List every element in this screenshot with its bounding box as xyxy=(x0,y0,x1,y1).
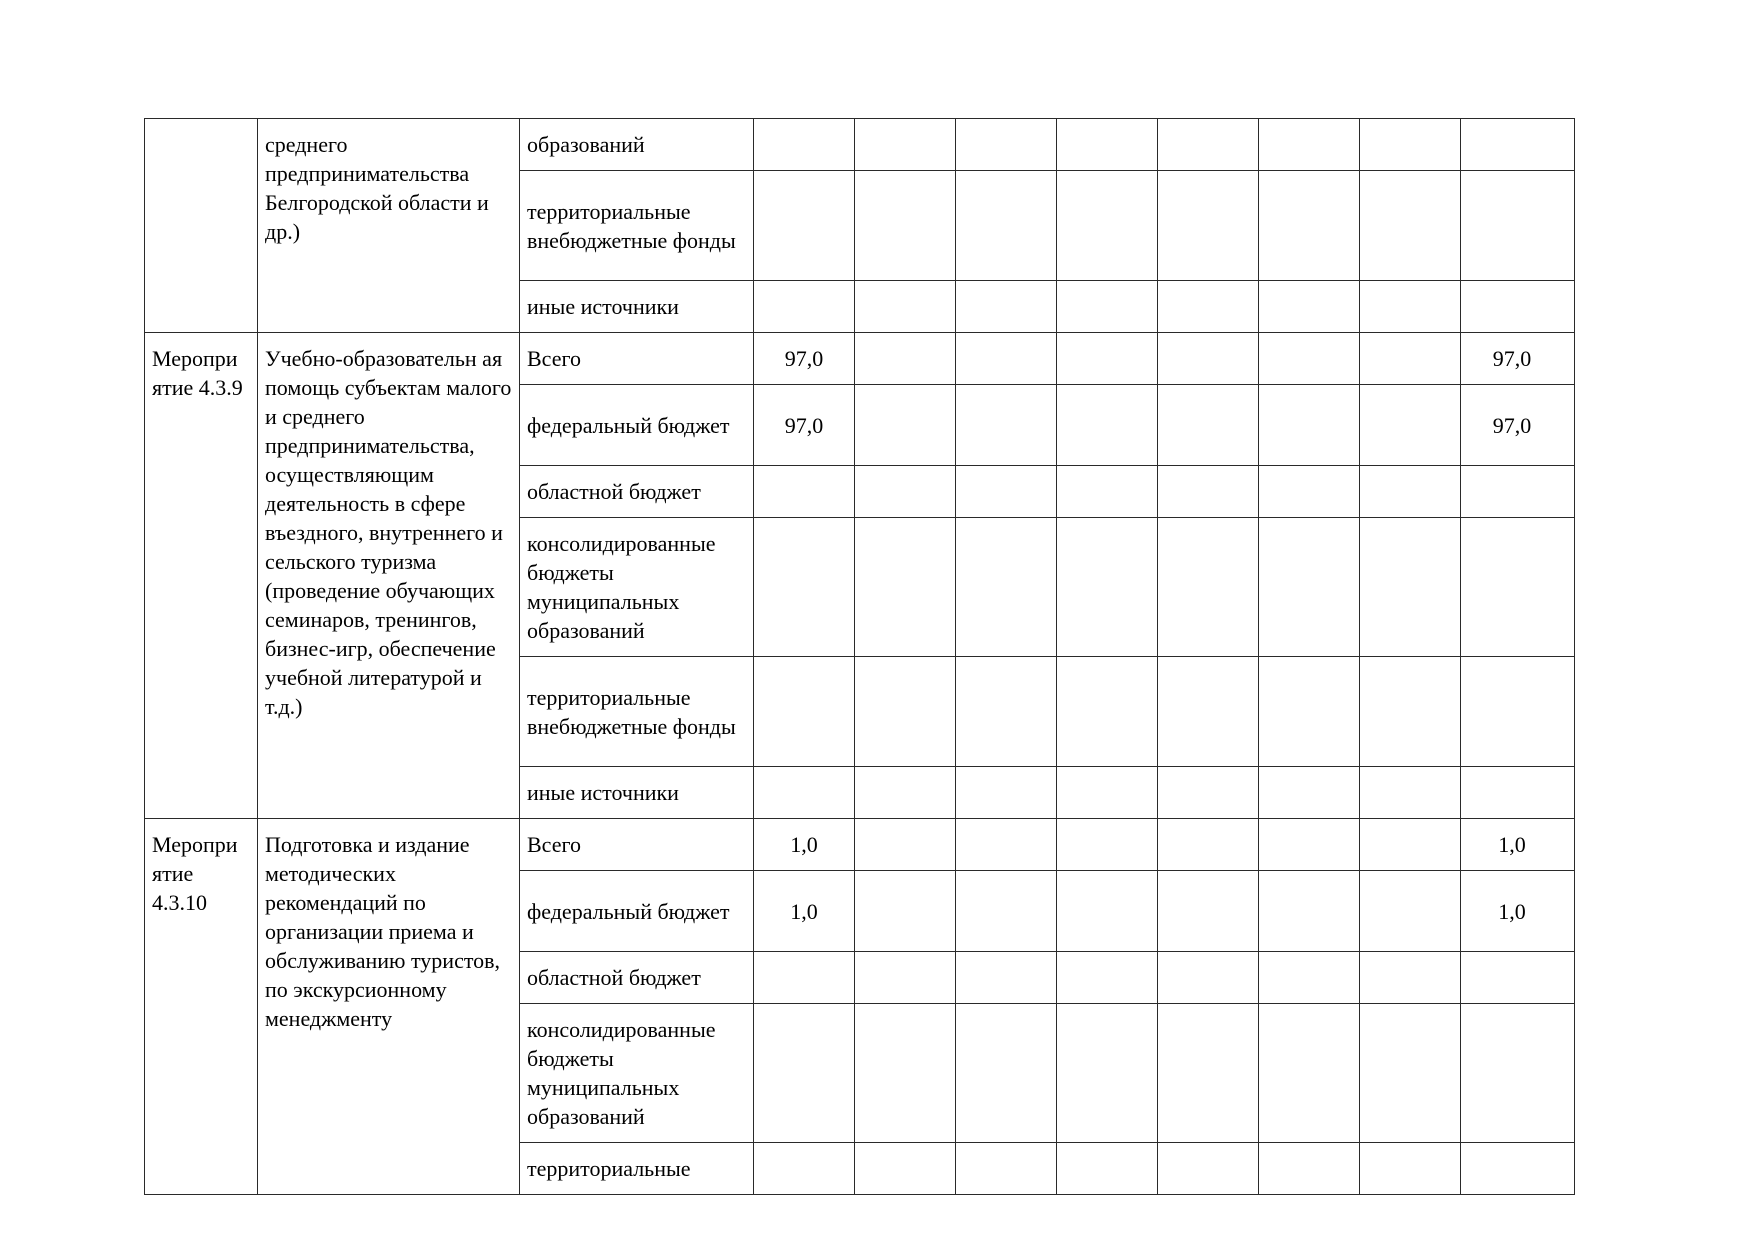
value-last xyxy=(1461,518,1575,657)
value-total xyxy=(754,281,855,333)
value-last xyxy=(1461,952,1575,1004)
table-row xyxy=(145,119,1575,171)
value-last xyxy=(1461,466,1575,518)
value-total xyxy=(754,657,855,767)
funding-source: федеральный бюджет xyxy=(520,871,754,952)
value-last xyxy=(1461,1004,1575,1143)
value-last: 1,0 xyxy=(1461,871,1575,952)
budget-table xyxy=(144,118,1575,1195)
value-last xyxy=(1461,657,1575,767)
value-total: 97,0 xyxy=(754,333,855,385)
event-code: Меропри ятие 4.3.9 xyxy=(145,333,258,819)
value-last xyxy=(1461,171,1575,281)
value-total: 1,0 xyxy=(754,871,855,952)
value-last xyxy=(1461,281,1575,333)
funding-source: областной бюджет xyxy=(520,952,754,1004)
funding-source: образований xyxy=(520,119,754,171)
event-description: Учебно-образовательн ая помощь субъектам малого и среднего предпринимательства, осуществляющим деятельность в сфере въездного, внутреннего и сельского туризма (проведение обучающих семинаров, тренингов, бизнес-игр, обеспечение учебной литературой и т.д.) xyxy=(258,333,520,819)
value-total xyxy=(754,767,855,819)
funding-source: консолидированные бюджеты муниципальных образований xyxy=(520,1004,754,1143)
value-last: 1,0 xyxy=(1461,819,1575,871)
value-last: 97,0 xyxy=(1461,333,1575,385)
value-last xyxy=(1461,1143,1575,1195)
funding-source: иные источники xyxy=(520,281,754,333)
value-total: 1,0 xyxy=(754,819,855,871)
value-last xyxy=(1461,767,1575,819)
value-total xyxy=(754,119,855,171)
value-total xyxy=(754,952,855,1004)
funding-source: территориальные xyxy=(520,1143,754,1195)
funding-source: Всего xyxy=(520,819,754,871)
value-total xyxy=(754,518,855,657)
event-code-cell xyxy=(145,119,258,333)
value-total xyxy=(754,1004,855,1143)
funding-source: иные источники xyxy=(520,767,754,819)
event-description: Подготовка и издание методических рекомендаций по организации приема и обслуживанию туристов, по экскурсионному менеджменту xyxy=(258,819,520,1195)
value-total xyxy=(754,466,855,518)
value-total: 97,0 xyxy=(754,385,855,466)
funding-source: территориальные внебюджетные фонды xyxy=(520,171,754,281)
funding-source: областной бюджет xyxy=(520,466,754,518)
value-total xyxy=(754,171,855,281)
funding-source: консолидированные бюджеты муниципальных образований xyxy=(520,518,754,657)
event-code: Меропри ятие 4.3.10 xyxy=(145,819,258,1195)
table-row xyxy=(145,819,1575,871)
funding-source: Всего xyxy=(520,333,754,385)
event-description: среднего предпринимательства Белгородской области и др.) xyxy=(258,119,520,333)
value-last xyxy=(1461,119,1575,171)
value-total xyxy=(754,1143,855,1195)
table-row xyxy=(145,333,1575,385)
funding-source: территориальные внебюджетные фонды xyxy=(520,657,754,767)
value-last: 97,0 xyxy=(1461,385,1575,466)
funding-source: федеральный бюджет xyxy=(520,385,754,466)
